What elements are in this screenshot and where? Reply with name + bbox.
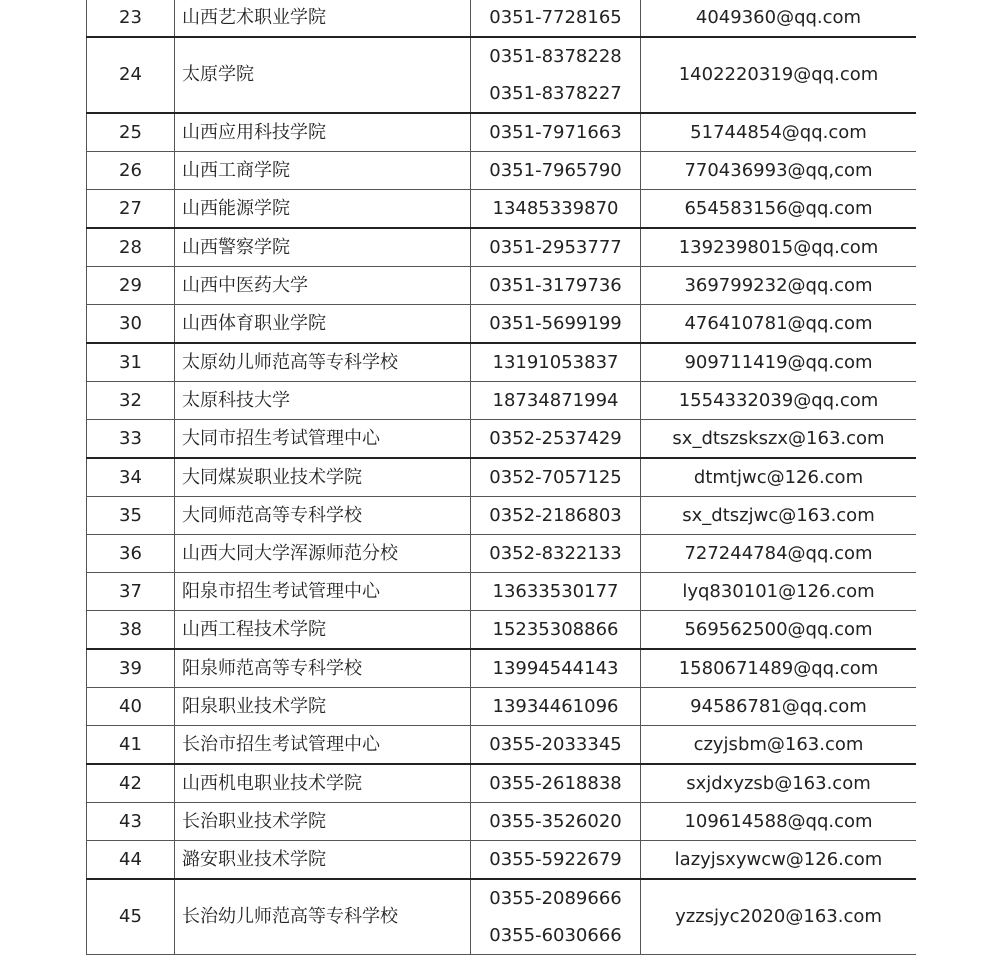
institution-name: 太原科技大学 xyxy=(175,382,471,420)
table-row xyxy=(87,649,917,688)
email-address: sxjdxyzsb@163.com xyxy=(641,764,917,803)
phone-number: 0351-8378228 xyxy=(489,45,622,67)
row-number: 28 xyxy=(87,228,175,267)
phone-number: 0355-2618838 xyxy=(489,772,622,794)
phone-number: 0355-2033345 xyxy=(489,733,622,755)
row-number: 34 xyxy=(87,458,175,497)
phone-cell xyxy=(471,649,641,688)
email-address: 369799232@qq.com xyxy=(641,267,917,305)
table-row xyxy=(87,152,917,190)
phone-cell xyxy=(471,267,641,305)
row-number: 43 xyxy=(87,803,175,841)
email-address: 94586781@qq.com xyxy=(641,688,917,726)
row-number: 35 xyxy=(87,497,175,535)
phone-cell xyxy=(471,535,641,573)
row-number: 45 xyxy=(87,879,175,955)
institution-name: 山西工商学院 xyxy=(175,152,471,190)
table-row xyxy=(87,420,917,459)
phone-number: 0351-8378227 xyxy=(489,82,622,104)
email-address: 654583156@qq.com xyxy=(641,190,917,229)
email-address: 476410781@qq.com xyxy=(641,305,917,344)
row-number: 25 xyxy=(87,113,175,152)
row-number: 30 xyxy=(87,305,175,344)
table-row xyxy=(87,228,917,267)
row-number: 38 xyxy=(87,611,175,650)
institution-name: 山西警察学院 xyxy=(175,228,471,267)
email-address: 1580671489@qq.com xyxy=(641,649,917,688)
row-number: 33 xyxy=(87,420,175,459)
phone-number: 0352-2186803 xyxy=(489,504,622,526)
phone-cell xyxy=(471,152,641,190)
phone-number: 0351-3179736 xyxy=(489,274,622,296)
phone-number: 0351-7965790 xyxy=(489,159,622,181)
phone-number: 13485339870 xyxy=(492,197,619,219)
row-number: 31 xyxy=(87,343,175,382)
phone-number: 0351-2953777 xyxy=(489,236,622,258)
institution-name: 山西大同大学浑源师范分校 xyxy=(175,535,471,573)
institution-name: 山西工程技术学院 xyxy=(175,611,471,650)
email-address: czyjsbm@163.com xyxy=(641,726,917,765)
email-address: sx_dtszskszx@163.com xyxy=(641,420,917,459)
phone-cell xyxy=(471,611,641,650)
row-number: 44 xyxy=(87,841,175,880)
row-number: 36 xyxy=(87,535,175,573)
phone-cell xyxy=(471,764,641,803)
table-row xyxy=(87,497,917,535)
phone-cell xyxy=(471,305,641,344)
phone-number: 0351-5699199 xyxy=(489,312,622,334)
phone-cell xyxy=(471,879,641,955)
phone-cell xyxy=(471,841,641,880)
email-address: yzzsjyc2020@163.com xyxy=(641,879,917,955)
institution-name: 长治职业技术学院 xyxy=(175,803,471,841)
institution-name: 大同煤炭职业技术学院 xyxy=(175,458,471,497)
table-row xyxy=(87,841,917,880)
email-address: 4049360@qq.com xyxy=(641,0,917,37)
email-address: 1392398015@qq.com xyxy=(641,228,917,267)
institution-name: 阳泉师范高等专科学校 xyxy=(175,649,471,688)
row-number: 29 xyxy=(87,267,175,305)
phone-cell xyxy=(471,382,641,420)
contact-table-body xyxy=(87,0,917,955)
phone-number: 15235308866 xyxy=(492,618,619,640)
phone-cell xyxy=(471,37,641,113)
phone-cell xyxy=(471,803,641,841)
institution-name: 山西中医药大学 xyxy=(175,267,471,305)
phone-number: 13994544143 xyxy=(492,657,619,679)
institution-name: 阳泉市招生考试管理中心 xyxy=(175,573,471,611)
row-number: 32 xyxy=(87,382,175,420)
email-address: 770436993@qq,com xyxy=(641,152,917,190)
table-row xyxy=(87,611,917,650)
table-row xyxy=(87,267,917,305)
table-row xyxy=(87,113,917,152)
institution-name: 大同师范高等专科学校 xyxy=(175,497,471,535)
institution-name: 潞安职业技术学院 xyxy=(175,841,471,880)
phone-cell xyxy=(471,573,641,611)
phone-cell xyxy=(471,458,641,497)
email-address: lazyjsxywcw@126.com xyxy=(641,841,917,880)
contact-table-container xyxy=(86,0,916,963)
institution-name: 太原幼儿师范高等专科学校 xyxy=(175,343,471,382)
row-number: 37 xyxy=(87,573,175,611)
phone-cell xyxy=(471,688,641,726)
table-row xyxy=(87,458,917,497)
phone-cell xyxy=(471,0,641,37)
email-address: lyq830101@126.com xyxy=(641,573,917,611)
table-row xyxy=(87,37,917,113)
table-row xyxy=(87,190,917,229)
phone-number: 0351-7971663 xyxy=(489,121,622,143)
phone-number: 0351-7728165 xyxy=(489,6,622,28)
email-address: 727244784@qq.com xyxy=(641,535,917,573)
row-number: 41 xyxy=(87,726,175,765)
institution-name: 太原学院 xyxy=(175,37,471,113)
email-address: 51744854@qq.com xyxy=(641,113,917,152)
phone-number: 13633530177 xyxy=(492,580,619,602)
table-row xyxy=(87,726,917,765)
phone-number: 0352-2537429 xyxy=(489,427,622,449)
phone-number: 0355-2089666 xyxy=(489,887,622,909)
institution-name: 山西机电职业技术学院 xyxy=(175,764,471,803)
institution-name: 大同市招生考试管理中心 xyxy=(175,420,471,459)
row-number: 39 xyxy=(87,649,175,688)
phone-cell xyxy=(471,190,641,229)
institution-name: 长治幼儿师范高等专科学校 xyxy=(175,879,471,955)
institution-name: 山西能源学院 xyxy=(175,190,471,229)
table-row xyxy=(87,343,917,382)
row-number: 24 xyxy=(87,37,175,113)
phone-cell xyxy=(471,343,641,382)
row-number: 27 xyxy=(87,190,175,229)
email-address: 569562500@qq.com xyxy=(641,611,917,650)
institution-name: 长治市招生考试管理中心 xyxy=(175,726,471,765)
table-row xyxy=(87,382,917,420)
table-row xyxy=(87,573,917,611)
institution-name: 阳泉职业技术学院 xyxy=(175,688,471,726)
phone-number: 0355-5922679 xyxy=(489,848,622,870)
email-address: sx_dtszjwc@163.com xyxy=(641,497,917,535)
email-address: 909711419@qq.com xyxy=(641,343,917,382)
table-row xyxy=(87,305,917,344)
table-row xyxy=(87,688,917,726)
phone-number: 0355-6030666 xyxy=(489,924,622,946)
email-address: 109614588@qq.com xyxy=(641,803,917,841)
table-row xyxy=(87,764,917,803)
table-row xyxy=(87,0,917,37)
row-number: 40 xyxy=(87,688,175,726)
phone-number: 0355-3526020 xyxy=(489,810,622,832)
institution-name: 山西体育职业学院 xyxy=(175,305,471,344)
row-number: 23 xyxy=(87,0,175,37)
email-address: 1402220319@qq.com xyxy=(641,37,917,113)
phone-number: 18734871994 xyxy=(492,389,619,411)
phone-cell xyxy=(471,726,641,765)
phone-cell xyxy=(471,497,641,535)
contact-table xyxy=(86,0,916,955)
table-row xyxy=(87,535,917,573)
phone-number: 0352-7057125 xyxy=(489,466,622,488)
institution-name: 山西艺术职业学院 xyxy=(175,0,471,37)
phone-number: 13191053837 xyxy=(492,351,619,373)
institution-name: 山西应用科技学院 xyxy=(175,113,471,152)
row-number: 26 xyxy=(87,152,175,190)
phone-number: 13934461096 xyxy=(492,695,619,717)
phone-number: 0352-8322133 xyxy=(489,542,622,564)
phone-cell xyxy=(471,113,641,152)
phone-cell xyxy=(471,420,641,459)
table-row xyxy=(87,803,917,841)
phone-cell xyxy=(471,228,641,267)
email-address: dtmtjwc@126.com xyxy=(641,458,917,497)
table-row xyxy=(87,879,917,955)
row-number: 42 xyxy=(87,764,175,803)
email-address: 1554332039@qq.com xyxy=(641,382,917,420)
